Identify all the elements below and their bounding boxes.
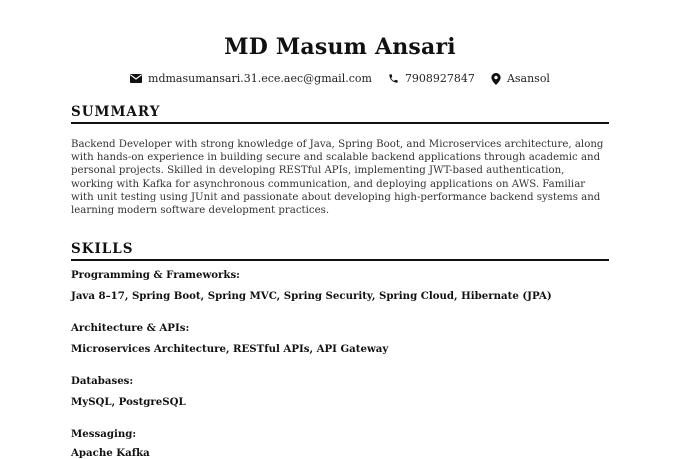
- contact-email[interactable]: [130, 72, 372, 85]
- skill-group-value: Microservices Architecture, RESTful APIs, API Gateway: [71, 343, 389, 355]
- email-text: mdmasumansari.31.ece.aec@gmail.com: [148, 72, 372, 85]
- envelope-icon: [130, 74, 142, 83]
- skill-group-label: Programming & Frameworks:: [71, 269, 240, 281]
- skill-group-value: Apache Kafka: [71, 447, 150, 459]
- skill-group-label: Messaging:: [71, 428, 137, 440]
- contact-location: [491, 72, 550, 85]
- skill-group-value: MySQL, PostgreSQL: [71, 396, 186, 408]
- phone-text: 7908927847: [404, 72, 475, 85]
- contact-phone[interactable]: [388, 72, 475, 85]
- skill-group-label: Architecture & APIs:: [71, 322, 190, 334]
- skills-heading: SKILLS: [71, 241, 134, 257]
- phone-icon: [388, 73, 399, 84]
- location-text: Asansol: [506, 72, 550, 85]
- summary-divider: [71, 122, 609, 124]
- skills-divider: [71, 259, 609, 261]
- map-pin-icon: [491, 73, 501, 85]
- candidate-name: MD Masum Ansari: [224, 34, 456, 60]
- skill-group-label: Databases:: [71, 375, 134, 387]
- summary-heading: SUMMARY: [71, 104, 161, 120]
- contact-bar: [0, 72, 680, 85]
- summary-paragraph: Backend Developer with strong knowledge of Java, Spring Boot, and Microservices architecture, along with hands-on experience in building secure and scalable backend applications through academic and personal projects. Skilled in developing RESTful APIs, implementing JWT-based authentication, working with Kafka for asynchronous communication, and deploying applications on AWS. Familiar with unit testing using JUnit and passionate about developing high-performance backend systems and learning modern software development practices.: [71, 139, 604, 217]
- skill-group-value: Java 8–17, Spring Boot, Spring MVC, Spring Security, Spring Cloud, Hibernate (JPA): [71, 290, 552, 302]
